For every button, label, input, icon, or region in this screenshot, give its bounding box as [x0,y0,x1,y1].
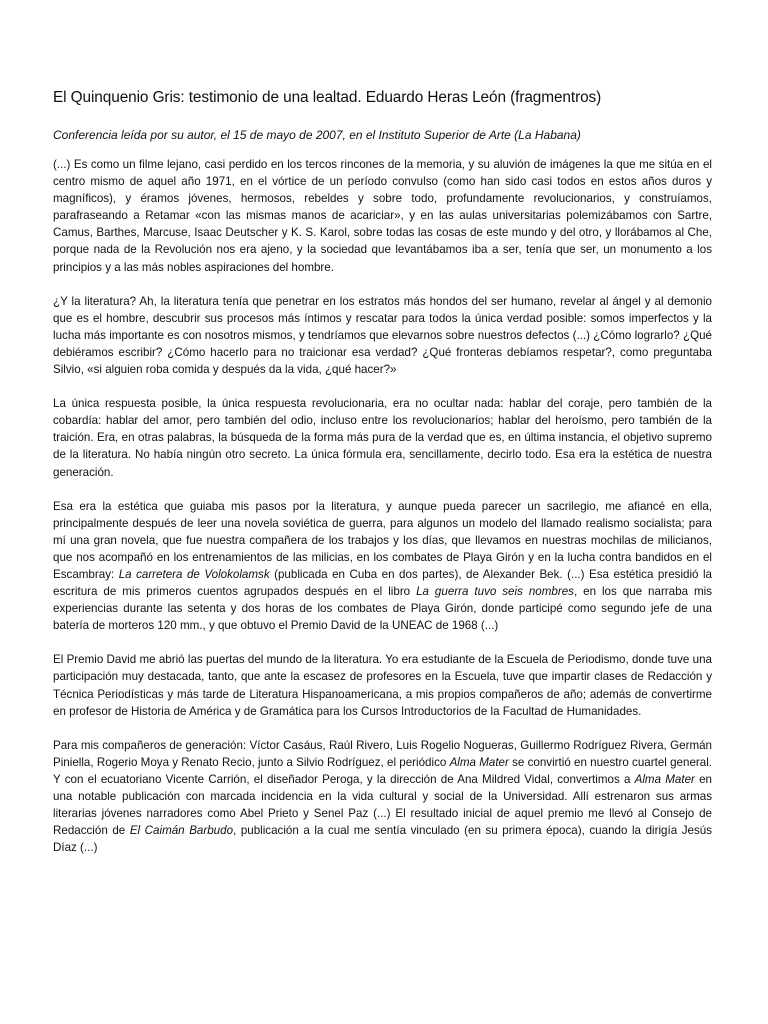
paragraph-text: (...) Es como un filme lejano, casi perdido en los tercos rincones de la memoria, y su aluvión de imágenes la que me sitúa en el centro mismo de aquel año 1971, en el vórtice de un período convulso (como han sido casi todos en estos años duros y magníficos), y éramos jóvenes, hermosos, rebeldes y sobre todo, profundamente revolucionarios, y construíamos, parafraseando a Retamar «con las mismas manos de acariciar», y en las aulas universitarias polemizábamos con Sartre, Camus, Barthes, Marcuse, Isaac Deutscher y K. S. Karol, sobre todas las cosas de este mundo y del otro, y llorábamos al Che, porque nada de la Revolución nos era ajeno, y la sociedad que levantábamos iba a ser, tenía que ser, un monumento a los principios y a las más nobles aspiraciones del hombre. [53,158,712,274]
document-body [53,156,712,856]
italic-title-text: La carretera de Volokolamsk [118,567,270,581]
italic-title-text: El Caimán Barbudo [129,824,234,838]
paragraph-text: Para mis compañeros de generación: Víctor Casáus, Raúl Rivero, Luis Rogelio Nogueras, Guillermo Rodríguez Rivera, Germán Piniella, Rogerio Moya y Renato Recio, junto a Silvio Rodríguez, el periódico [53,738,712,769]
paragraph-text: , en los que narraba mis experiencias durante las setenta y dos horas de los combates de Playa Girón, donde participé como segundo jefe de una batería de morteros 120 mm., y que obtuvo el Premio David de la UNEAC de 1968 (...) [53,585,712,633]
paragraph-1 [53,156,712,276]
italic-title-text: Alma Mater [634,772,695,786]
paragraph-text: se convirtió en nuestro cuartel general. Y con el ecuatoriano Vicente Carrión, el diseñador Peroga, y la dirección de Ana Mildred Vidal, convertimos a [53,755,712,786]
paragraph-text: Esa era la estética que guiaba mis pasos por la literatura, y aunque pueda parecer un sacrilegio, me afiancé en ella, principalmente después de leer una novela soviética de guerra, para algunos un modelo del llamado realismo socialista; para mí una gran novela, que fue nuestra compañera de los trabajos y los días, que llevamos en nuestras mochilas de milicianos, que nos acompañó en los entrenamientos de las milicias, en los combates de Playa Girón y en la lucha contra bandidos en el Escambray: [53,499,712,581]
paragraph-text: El Premio David me abrió las puertas del mundo de la literatura. Yo era estudiante de la Escuela de Periodismo, donde tuve una participación muy destacada, tanto, que ante la escasez de profesores en la Escuela, tuve que impartir clases de Redacción y Técnica Periodísticas y más tarde de Literatura Hispanoamericana, a mis propios compañeros de año; además de convertirme en profesor de Historia de América y de Gramática para los Cursos Introductorios de la Facultad de Humanidades. [53,653,712,718]
paragraph-text: ¿Y la literatura? Ah, la literatura tenía que penetrar en los estratos más hondos del ser humano, revelar al ángel y al demonio que es el hombre, descubrir sus procesos más íntimos y rescatar para todos la única verdad posible: somos imperfectos y la lucha más importante es con nosotros mismos, y tendríamos que elevarnos sobre nuestros defectos (...) ¿Cómo lograrlo? ¿Qué debiéramos escribir? ¿Cómo hacerlo para no traicionar esa verdad? ¿Qué fronteras debíamos respetar?, como preguntaba Silvio, «si alguien roba comida y después da la vida, ¿qué hacer?» [53,294,712,377]
paragraph-text: (publicada en Cuba en dos partes), de Alexander Bek. (...) Esa estética presidió la escritura de mis primeros cuentos agrupados después en el libro [53,567,712,599]
italic-title-text: La guerra tuvo seis nombres [416,585,574,599]
paragraph-text: en una notable publicación con marcada incidencia en la vida cultural y social de la Universidad. Allí estrenaron sus armas literarias jóvenes narradores como Abel Prieto y Senel Paz (...) El resultado inicial de aquel premio me llevó al Consejo de Redacción de [53,772,712,838]
document-subtitle: Conferencia leída por su autor, el 15 de mayo de 2007, en el Instituto Superior de Arte (La Habana) [53,128,581,142]
italic-title-text: Alma Mater [449,755,509,769]
paragraph-text: , publicación a la cual me sentía vinculado (en su primera época), cuando la dirigía Jesús Díaz (...) [53,824,712,855]
paragraph-6 [53,737,712,857]
document-title: El Quinquenio Gris: testimonio de una lealtad. Eduardo Heras León (fragmentros) [53,89,602,106]
paragraph-3 [53,395,712,480]
paragraph-4 [53,498,712,635]
paragraph-2 [53,293,712,378]
paragraph-5 [53,651,712,719]
paragraph-text: La única respuesta posible, la única respuesta revolucionaria, era no ocultar nada: hablar del coraje, pero también de la cobardía: hablar del amor, pero también del odio, incluso entre los revolucionarios; hablar del heroísmo, pero también de la traición. Era, en otras palabras, la búsqueda de la forma más pura de la verdad que es, en última instancia, el objetivo supremo de la literatura. No había ningún otro secreto. La única fórmula era, sencillamente, decirlo todo. Esa era la estética de nuestra generación. [53,397,712,479]
